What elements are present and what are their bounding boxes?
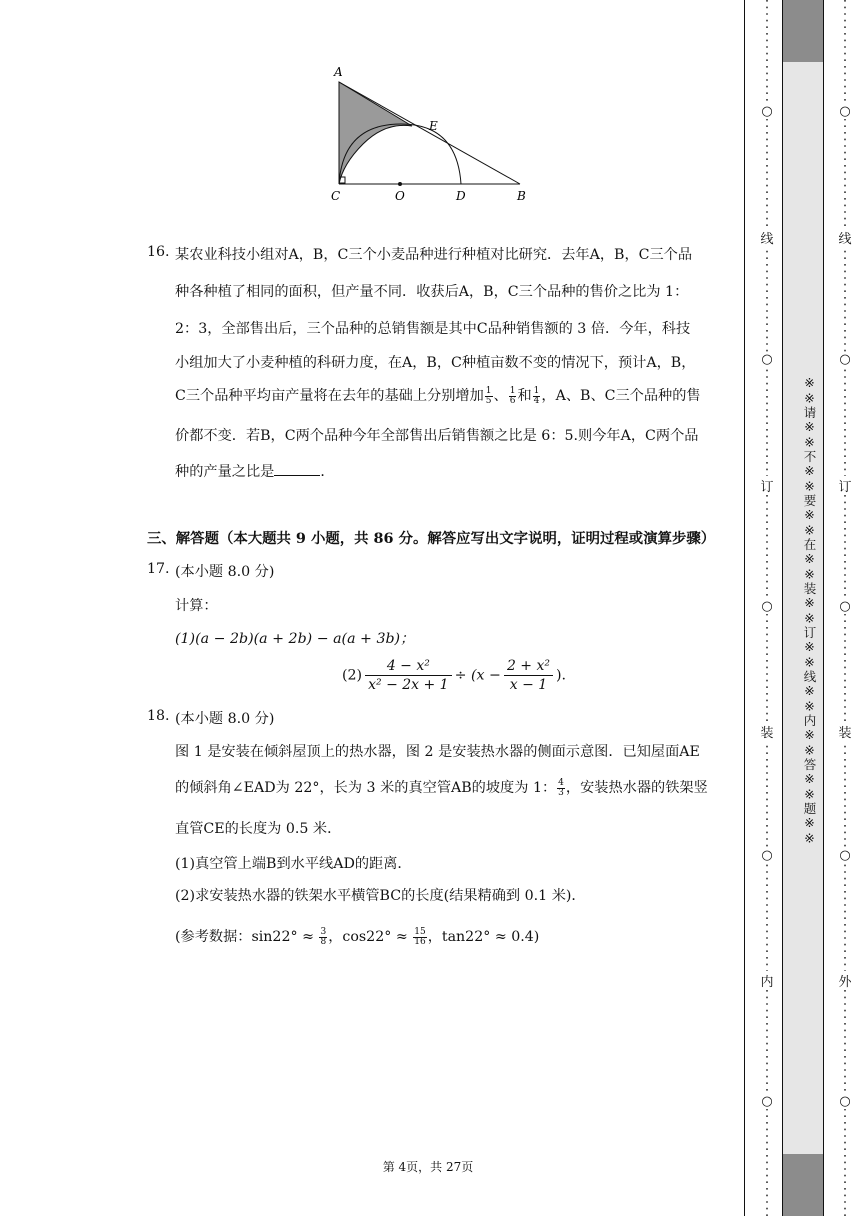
q18-line-1: 图 1 是安装在倾斜屋顶上的热水器，图 2 是安装热水器的侧面示意图．已知屋面AE: [175, 744, 700, 760]
inner-label-line: 线: [757, 228, 777, 247]
point-o: [398, 182, 402, 186]
label-e: E: [429, 119, 438, 133]
page-number: 第 4页，共 27页: [382, 1160, 474, 1174]
q17-fraction-1: $\frac{\text{4 − x²}}{\text{x² − 2x + 1}}$: [365, 657, 451, 694]
section-heading: 三、解答题（本大题共 9 小题，共 86 分。解答应写出文字说明，证明过程或演算步骤）: [147, 530, 716, 547]
fraction-1-6: $\frac{1}{6}$: [509, 385, 516, 406]
inner-circle-1: ○: [757, 104, 777, 119]
outer-label-bind: 装: [835, 722, 855, 741]
inner-circle-3: ○: [757, 599, 777, 614]
q17-part-1: (1)(a − 2b)(a + 2b) − a(a + 3b)；: [175, 631, 415, 647]
q16-line-7-text: 种的产量之比是: [175, 464, 275, 480]
outer-label-outside: 外: [835, 971, 855, 990]
q18-ref-sin: (参考数据：sin22° ≈: [175, 929, 319, 945]
margin-rule-1: [744, 0, 745, 1216]
margin-dark-block-bottom: [783, 1154, 823, 1216]
q18-ref-cos: ，cos22° ≈: [328, 929, 413, 945]
margin-dark-block-top: [783, 0, 823, 62]
q16-line-6: 价都不变．若B，C两个品种今年全部售出后销售额之比是 6：5.则今年A，C两个品: [175, 428, 699, 444]
label-d: D: [456, 189, 466, 203]
q16-line-5: [175, 385, 701, 406]
answer-blank: [274, 463, 320, 476]
q18-line-2-text-a: 的倾斜角∠EAD为 22°，长为 3 米的真空管AB的坡度为 1：: [175, 780, 557, 796]
shaded-region: [339, 82, 412, 184]
inner-circle-2: ○: [757, 352, 777, 367]
q17-score: (本小题 8.0 分): [175, 564, 275, 580]
margin-rule-2b: [782, 0, 783, 1216]
q17-prompt: 计算：: [175, 598, 218, 614]
q17-part-2-label: (2): [342, 667, 363, 684]
q16-line-4: 小组加大了小麦种植的科研力度，在A，B，C种植亩数不变的情况下，预计A，B，: [175, 355, 696, 371]
outer-circle-1: ○: [835, 104, 855, 119]
inner-circle-5: ○: [757, 1094, 777, 1109]
q18-line-3: 直管CE的长度为 0.5 米．: [175, 821, 342, 837]
q16-line-2: 种各种植了相同的面积，但产量不同．收获后A，B，C三个品种的售价之比为 1：: [175, 284, 689, 300]
outer-circle-3: ○: [835, 599, 855, 614]
q17-number: 17.: [147, 561, 170, 577]
q16-number: 16.: [147, 244, 170, 260]
inner-circle-4: ○: [757, 848, 777, 863]
page-footer: [0, 1158, 860, 1175]
geometry-figure: [325, 60, 535, 210]
q17-part-2: [342, 657, 566, 694]
q16-separator: 、: [493, 388, 508, 404]
q18-line-2: [175, 777, 708, 798]
outer-circle-5: ○: [835, 1094, 855, 1109]
q17-fraction-2: $\frac{\text{2 + x²}}{x - 1}$: [504, 657, 553, 694]
fraction-1-4: $\frac{1}{4}$: [533, 385, 540, 406]
q16-line-5-text-b: ，A、B、C三个品种的售: [541, 388, 701, 404]
q18-line-2-text-b: ，安装热水器的铁架竖: [565, 780, 708, 796]
q18-number: 18.: [147, 708, 170, 724]
inner-label-inside: 内: [757, 971, 777, 990]
outer-circle-4: ○: [835, 848, 855, 863]
fraction-1-5: $\frac{1}{5}$: [485, 385, 492, 406]
q16-line-7-end: ．: [320, 464, 335, 480]
label-b: B: [517, 189, 526, 203]
margin-rule-3b: [823, 0, 824, 1216]
q18-score: (本小题 8.0 分): [175, 711, 275, 727]
q18-subq-1: (1)真空管上端B到水平线AD的距离．: [175, 856, 412, 872]
q18-ref-tan: ，tan22° ≈ 0.4): [427, 929, 540, 945]
q16-line-1: 某农业科技小组对A，B，C三个小麦品种进行种植对比研究．去年A，B，C三个品: [175, 247, 693, 263]
inner-label-bind: 装: [757, 722, 777, 741]
outer-label-order: 订: [835, 476, 855, 495]
q16-line-5-text-a: C三个品种平均亩产量将在去年的基础上分别增加: [175, 388, 484, 404]
label-a: A: [334, 65, 343, 79]
q17-divide: ÷ (x −: [454, 667, 501, 684]
fraction-3-8: $\frac{3}{8}$: [320, 926, 327, 947]
fraction-15-16: $\frac{15}{16}$: [414, 926, 426, 947]
q18-reference: [175, 926, 539, 947]
q17-part-2-end: ).: [555, 667, 567, 684]
q16-and: 和: [517, 388, 532, 404]
fraction-4-3: $\frac{4}{3}$: [558, 777, 564, 798]
label-c: C: [331, 189, 341, 203]
outer-label-line: 线: [835, 228, 855, 247]
no-answer-notice: ※※请※※不※※要※※在※※装※※订※※线※※内※※答※※题※※: [802, 374, 817, 846]
inner-label-order: 订: [757, 476, 777, 495]
q18-subq-2: (2)求安装热水器的铁架水平横管BC的长度(结果精确到 0.1 米)．: [175, 888, 586, 904]
q16-line-7: [175, 461, 335, 481]
q16-line-3: 2：3，全部售出后，三个品种的总销售额是其中C品种销售额的 3 倍．今年，科技: [175, 321, 691, 337]
outer-circle-2: ○: [835, 352, 855, 367]
label-o: O: [395, 189, 405, 203]
